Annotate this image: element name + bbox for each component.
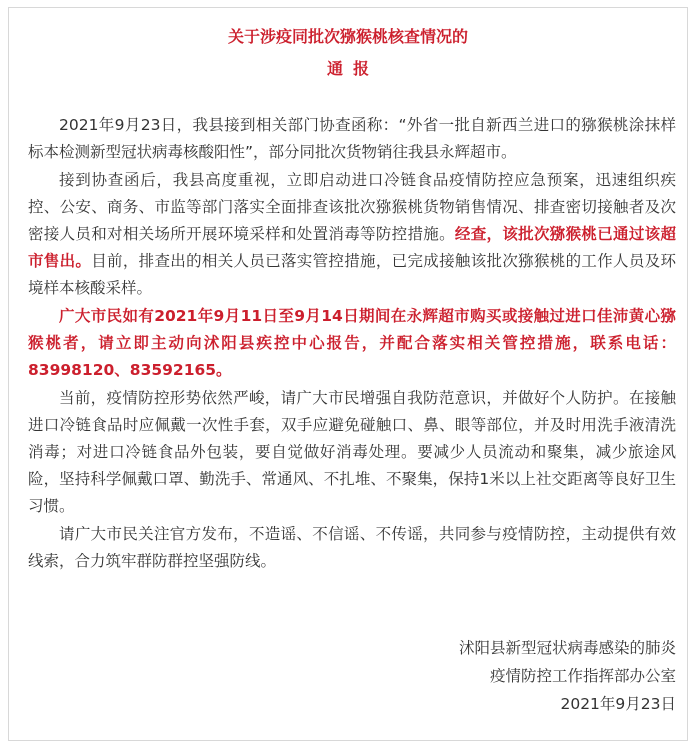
signature-date: 2021年9月23日 — [560, 695, 676, 713]
signature-org-line1: 沭阳县新型冠状病毒感染的肺炎 — [458, 639, 676, 657]
notice-title: 关于涉疫同批次猕猴桃核查情况的 — [227, 27, 468, 46]
paragraph-5: 请广大市民关注官方发布，不造谣、不信谣、不传谣，共同参与疫情防控，主动提供有效线索，合力筑牢群防群控坚强防线。 — [28, 525, 676, 570]
notice-subtitle: 通报 — [326, 59, 379, 78]
paragraph-1: 2021年9月23日，我县接到相关部门协查函称：“外省一批自新西兰进口的猕猴桃涂抹样标本检测新型冠状病毒核酸阳性”，部分同批次货物销往我县永辉超市。 — [28, 116, 676, 161]
paragraph-4: 当前，疫情防控形势依然严峻，请广大市民增强自我防范意识，并做好个人防护。在接触进口冷链食品时应佩戴一次性手套，双手应避免碰触口、鼻、眼等部位，并及时用洗手液清洗消毒；对进口冷链食品外包装，要自觉做好消毒处理。要减少人员流动和聚集，减少旅途风险，坚持科学佩戴口罩、勤洗手、常通风、不扎堆、不聚集，保持1米以上社交距离等良好卫生习惯。 — [28, 389, 676, 515]
paragraph-2-highlight: 经查，该批次猕猴桃已通过该超市售出。 — [28, 225, 676, 270]
paragraph-3-appeal: 广大市民如有2021年9月11日至9月14日期间在永辉超市购买或接触过进口佳沛黄心猕猴桃者，请立即主动向沭阳县疾控中心报告，并配合落实相关管控措施，联系电话：83998120、83592165。 — [28, 307, 676, 379]
signature-org-line2: 疫情防控工作指挥部办公室 — [489, 667, 676, 685]
paragraph-2-text-c: 目前，排查出的相关人员已落实管控措施，已完成接触该批次猕猴桃的工作人员及环境样本核酸采样。 — [28, 252, 676, 297]
paragraph-2-text-a: 接到协查函后，我县高度重视，立即启动进口冷链食品疫情防控应急预案，迅速组织疾控、公安、商务、市监等部门落实全面排查该批次猕猴桃货物销售情况、排查密切接触者及次密接人员和对相关场所开展环境采样和处置消毒等防控措施。 — [28, 171, 676, 243]
notice-body — [28, 112, 676, 576]
paragraph-2 — [28, 167, 676, 302]
